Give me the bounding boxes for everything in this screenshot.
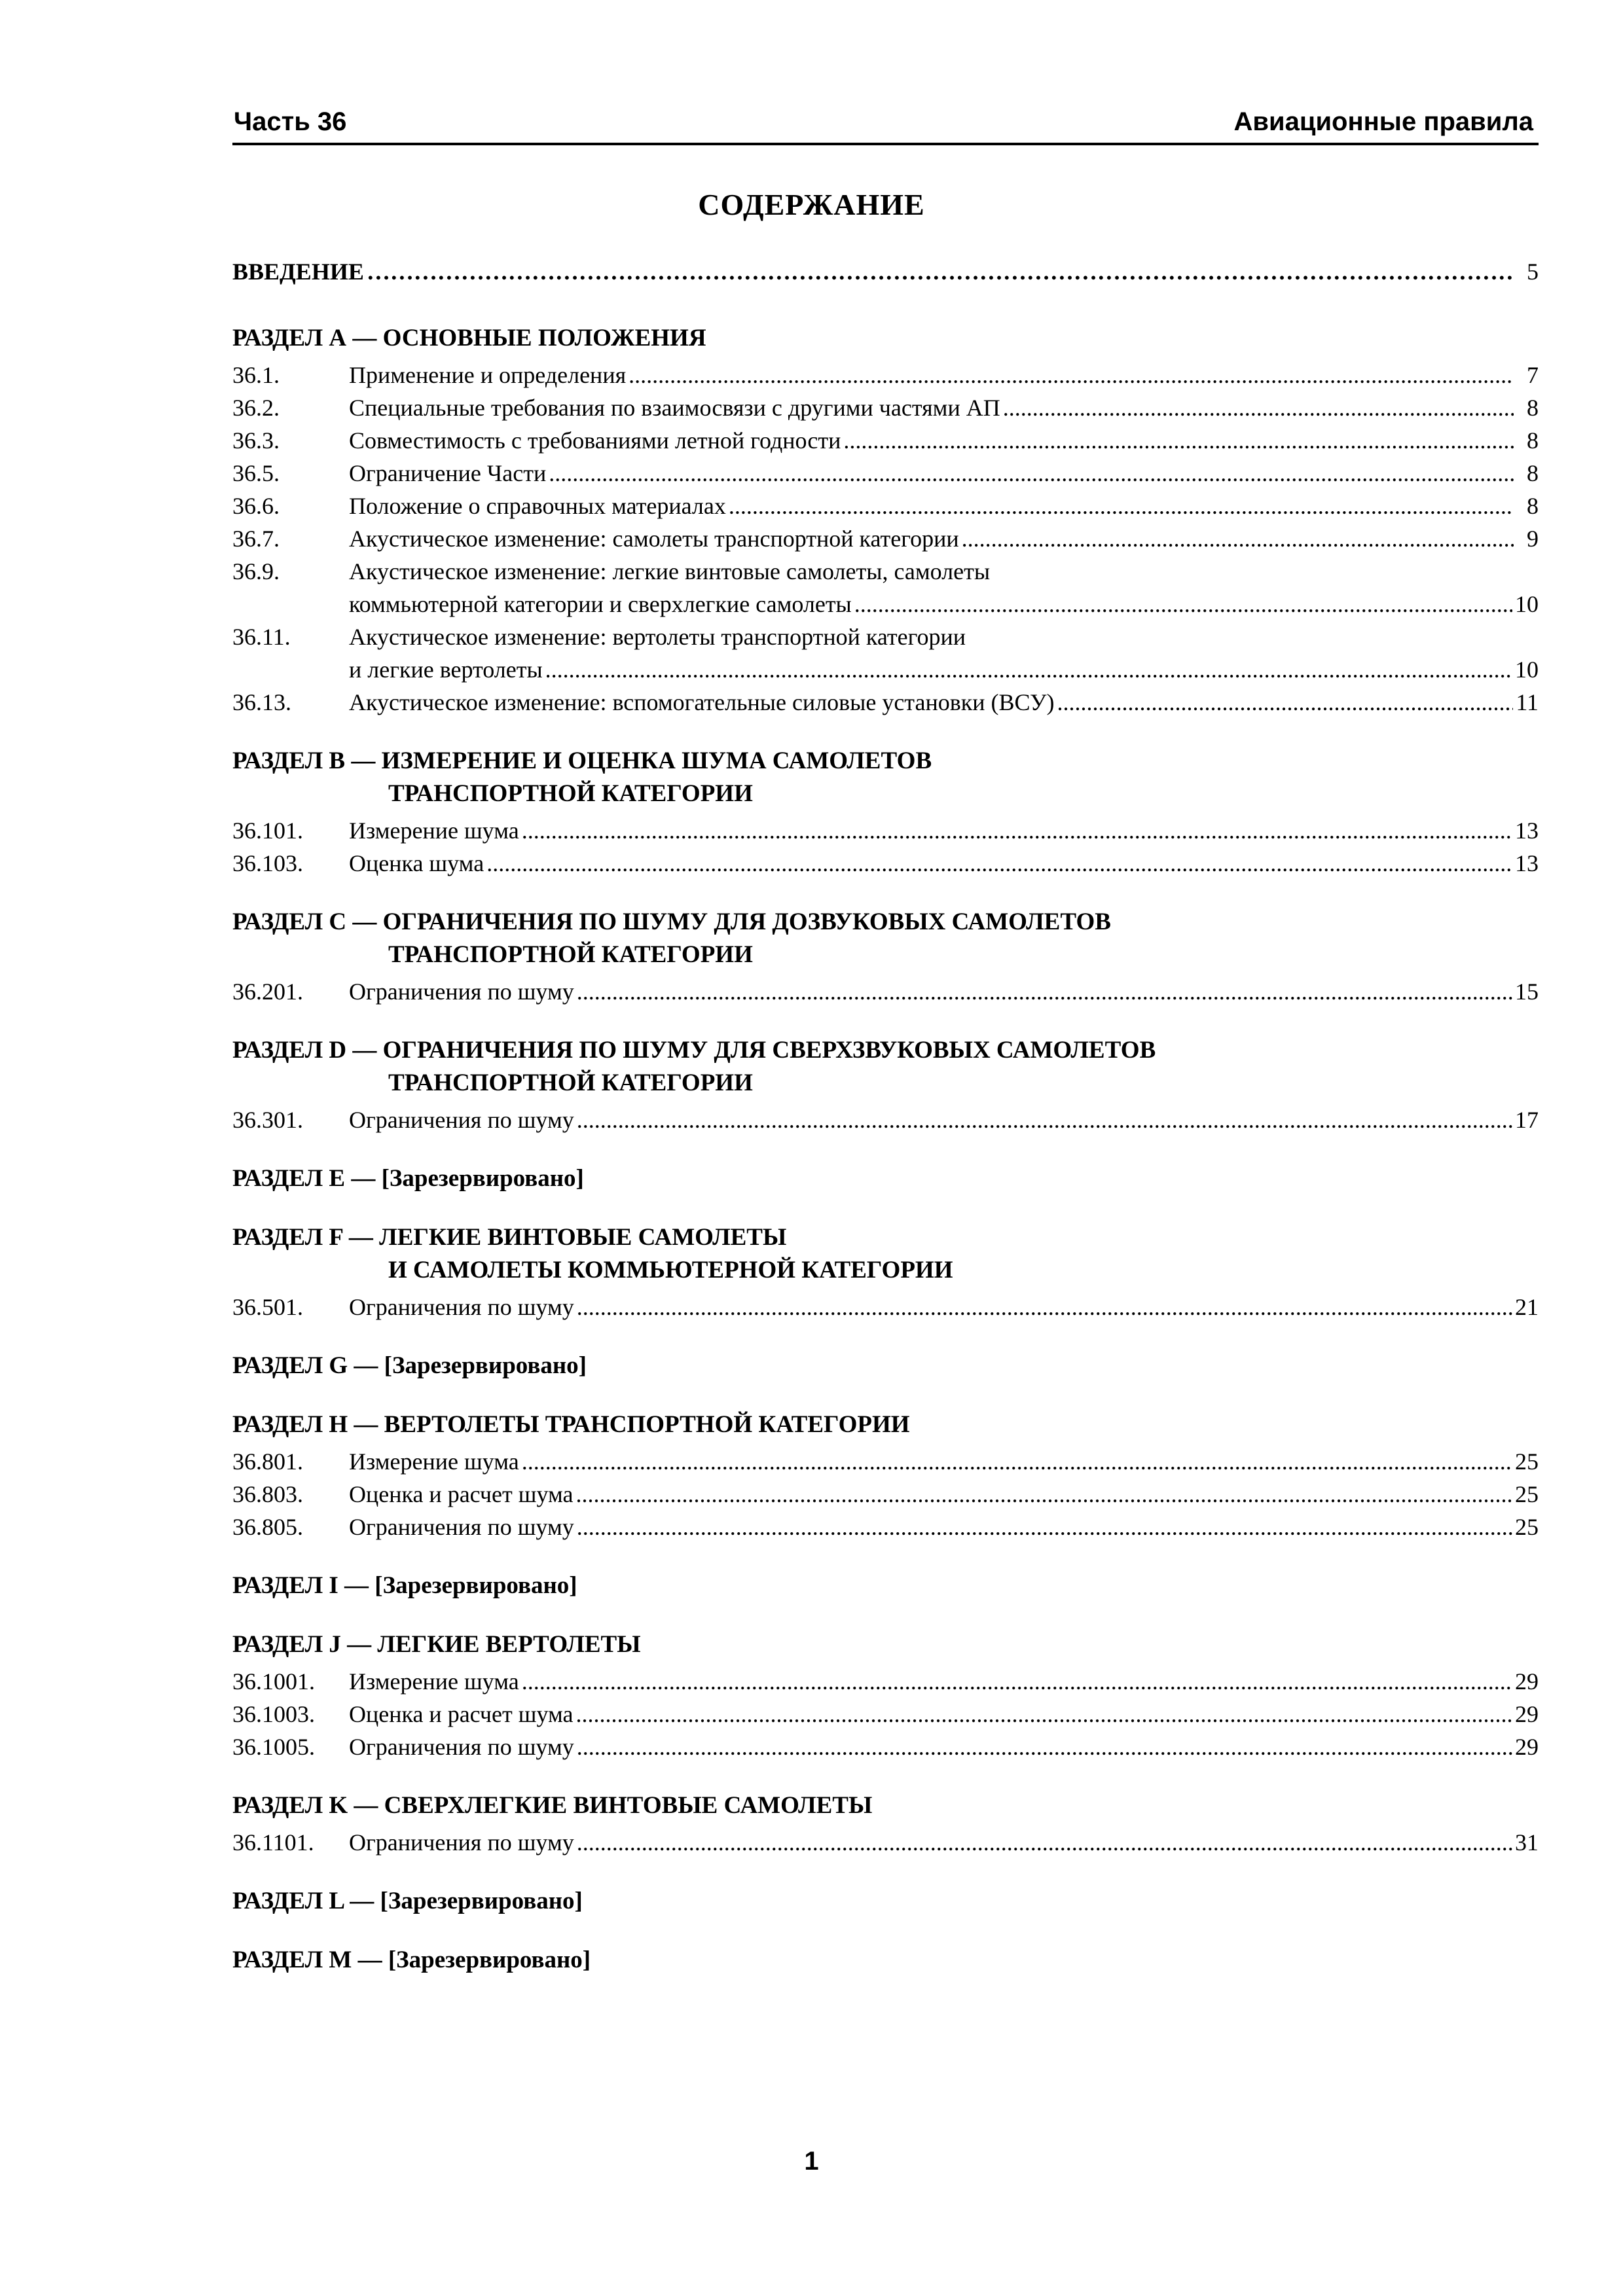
entry-title: Положение о справочных материалах — [349, 493, 726, 519]
entry-number: 36.801. — [232, 1448, 303, 1475]
entry-title: Ограничения по шуму — [349, 1294, 574, 1320]
section-heading-continuation: И САМОЛЕТЫ КОММЬЮТЕРНОЙ КАТЕГОРИИ — [388, 1257, 953, 1283]
toc-section — [232, 1221, 1539, 1323]
toc-entry[interactable] — [232, 1445, 1539, 1478]
toc-entry[interactable] — [232, 555, 1539, 620]
entry-number: 36.103. — [232, 850, 303, 876]
section-heading-line: РАЗДЕЛ M — [Зарезервировано] — [232, 1946, 591, 1973]
section-heading[interactable] — [232, 1570, 1539, 1602]
toc-sections — [232, 322, 1539, 1977]
toc-page-number: 8 — [1527, 493, 1539, 519]
entry-title: Специальные требования по взаимосвязи с другими частями АП — [349, 395, 1000, 421]
section-heading-line: РАЗДЕЛ С — ОГРАНИЧЕНИЯ ПО ШУМУ ДЛЯ ДОЗВУКОВЫХ САМОЛЕТОВ — [232, 908, 1111, 935]
toc-section — [232, 1034, 1539, 1136]
dot-leader — [522, 1445, 1512, 1478]
entry-number: 36.7. — [232, 526, 280, 552]
toc-page-number: 7 — [1527, 362, 1539, 388]
entry-title-line: Акустическое изменение: легкие винтовые самолеты, самолеты — [349, 558, 991, 584]
section-heading[interactable] — [232, 1034, 1539, 1100]
toc-section — [232, 1350, 1539, 1382]
section-heading-line: РАЗДЕЛ G — [Зарезервировано] — [232, 1352, 587, 1379]
entry-number: 36.11. — [232, 624, 291, 650]
dot-leader — [549, 457, 1514, 490]
section-heading[interactable] — [232, 1162, 1539, 1195]
section-heading-line: РАЗДЕЛ K — СВЕРХЛЕГКИЕ ВИНТОВЫЕ САМОЛЕТЫ — [232, 1792, 873, 1819]
toc-section — [232, 1789, 1539, 1859]
section-heading[interactable] — [232, 906, 1539, 971]
toc-page-number: 8 — [1527, 460, 1539, 486]
toc-section — [232, 745, 1539, 880]
section-heading[interactable] — [232, 1350, 1539, 1382]
header-document-title: Авиационные правила — [1233, 107, 1533, 136]
dot-leader — [577, 1731, 1512, 1763]
dot-leader — [367, 255, 1514, 288]
entry-title: Ограничения по шуму — [349, 1734, 574, 1760]
dot-leader — [577, 975, 1512, 1008]
dot-leader — [843, 424, 1514, 457]
toc-entry[interactable] — [232, 1665, 1539, 1698]
dot-leader — [576, 1698, 1512, 1731]
section-entries — [232, 1826, 1539, 1859]
entry-number: 36.2. — [232, 395, 280, 421]
entry-title: и легкие вертолеты — [349, 656, 543, 683]
dot-leader — [576, 1478, 1512, 1511]
toc-section — [232, 322, 1539, 719]
entry-number: 36.501. — [232, 1294, 303, 1320]
section-heading-line: РАЗДЕЛ F — ЛЕГКИЕ ВИНТОВЫЕ САМОЛЕТЫ — [232, 1224, 787, 1251]
dot-leader — [545, 653, 1512, 686]
entry-number: 36.803. — [232, 1481, 303, 1507]
toc-page-number: 5 — [1527, 259, 1539, 285]
toc-entry[interactable] — [232, 1478, 1539, 1511]
dot-leader — [1003, 391, 1514, 424]
section-heading-line: РАЗДЕЛ H — ВЕРТОЛЕТЫ ТРАНСПОРТНОЙ КАТЕГОРИИ — [232, 1411, 910, 1438]
toc-entry[interactable] — [232, 686, 1539, 719]
dot-leader — [729, 490, 1514, 522]
section-heading-continuation: ТРАНСПОРТНОЙ КАТЕГОРИИ — [388, 780, 753, 807]
section-entries — [232, 1445, 1539, 1543]
toc-section — [232, 1570, 1539, 1602]
section-heading-line: РАЗДЕЛ В — ИЗМЕРЕНИЕ И ОЦЕНКА ШУМА САМОЛЕТОВ — [232, 747, 932, 774]
entry-number: 36.6. — [232, 493, 280, 519]
dot-leader — [486, 847, 1512, 880]
toc-page-number: 25 — [1515, 1514, 1539, 1540]
section-heading-continuation: ТРАНСПОРТНОЙ КАТЕГОРИИ — [388, 1069, 753, 1096]
toc-section — [232, 1628, 1539, 1763]
entry-title: коммьютерной категории и сверхлегкие самолеты — [349, 591, 852, 617]
page-number: 1 — [804, 2147, 819, 2176]
entry-number: 36.1001. — [232, 1668, 315, 1695]
toc-entry[interactable] — [232, 620, 1539, 686]
dot-leader — [854, 588, 1512, 620]
entry-title: Совместимость с требованиями летной годности — [349, 427, 841, 454]
section-heading[interactable] — [232, 1408, 1539, 1441]
section-heading[interactable] — [232, 1628, 1539, 1661]
section-entries — [232, 1291, 1539, 1323]
header-part-label: Часть 36 — [234, 107, 347, 136]
dot-leader — [577, 1291, 1512, 1323]
section-heading-continuation: ТРАНСПОРТНОЙ КАТЕГОРИИ — [388, 941, 753, 968]
section-heading-line: РАЗДЕЛ E — [Зарезервировано] — [232, 1165, 584, 1192]
toc-page-number: 10 — [1515, 591, 1539, 617]
entry-number: 36.1. — [232, 362, 280, 388]
entry-number: 36.1101. — [232, 1829, 314, 1856]
section-heading[interactable] — [232, 745, 1539, 810]
dot-leader — [577, 1103, 1512, 1136]
toc-entry[interactable] — [232, 1103, 1539, 1136]
toc-page-number: 29 — [1515, 1668, 1539, 1695]
entry-number: 36.5. — [232, 460, 280, 486]
dot-leader — [522, 1665, 1512, 1698]
dot-leader — [522, 814, 1512, 847]
entry-number: 36.301. — [232, 1107, 303, 1133]
section-entries — [232, 1665, 1539, 1763]
entry-number: 36.1005. — [232, 1734, 315, 1760]
toc-entry[interactable] — [232, 1826, 1539, 1859]
entry-title: Измерение шума — [349, 1448, 519, 1475]
dot-leader — [629, 359, 1514, 391]
section-heading-line: РАЗДЕЛ D — ОГРАНИЧЕНИЯ ПО ШУМУ ДЛЯ СВЕРХЗВУКОВЫХ САМОЛЕТОВ — [232, 1037, 1156, 1064]
entry-title: Ограничение Части — [349, 460, 547, 486]
toc-page-number: 21 — [1515, 1294, 1539, 1320]
toc-entry[interactable] — [232, 814, 1539, 847]
section-heading-line: РАЗДЕЛ I — [Зарезервировано] — [232, 1572, 577, 1599]
toc-page-number: 8 — [1527, 427, 1539, 454]
section-entries — [232, 1103, 1539, 1136]
entry-title: Оценка шума — [349, 850, 484, 876]
section-heading[interactable] — [232, 322, 1539, 355]
toc-page-number: 13 — [1515, 817, 1539, 844]
section-entries — [232, 975, 1539, 1008]
toc-page-number: 13 — [1515, 850, 1539, 876]
entry-number: 36.3. — [232, 427, 280, 454]
toc-entry[interactable] — [232, 1291, 1539, 1323]
entry-title: Измерение шума — [349, 817, 519, 844]
entry-title: Оценка и расчет шума — [349, 1701, 574, 1727]
dot-leader — [1057, 686, 1514, 719]
section-heading[interactable] — [232, 1944, 1539, 1977]
toc-entry[interactable] — [232, 1731, 1539, 1763]
entry-title: Ограничения по шуму — [349, 1514, 574, 1540]
toc-entry[interactable] — [232, 359, 1539, 391]
section-heading[interactable] — [232, 1885, 1539, 1918]
section-entries — [232, 814, 1539, 880]
toc-intro[interactable] — [232, 255, 1539, 288]
toc-page-number: 31 — [1515, 1829, 1539, 1856]
toc-page-number: 8 — [1527, 395, 1539, 421]
section-heading-line: РАЗДЕЛ А — ОСНОВНЫЕ ПОЛОЖЕНИЯ — [232, 325, 706, 351]
section-entries — [232, 359, 1539, 719]
entry-number: 36.1003. — [232, 1701, 315, 1727]
toc-page-number: 9 — [1527, 526, 1539, 552]
entry-title: Ограничения по шуму — [349, 978, 574, 1005]
toc-entry[interactable] — [232, 490, 1539, 522]
dot-leader — [577, 1511, 1512, 1543]
toc-entry[interactable] — [232, 424, 1539, 457]
entry-title-line: Акустическое изменение: вертолеты транспортной категории — [349, 624, 966, 650]
toc-entry[interactable] — [232, 522, 1539, 555]
entry-number: 36.101. — [232, 817, 303, 844]
toc-entry[interactable] — [232, 1511, 1539, 1543]
toc-entry[interactable] — [232, 391, 1539, 424]
entry-title: Применение и определения — [349, 362, 627, 388]
toc-intro-label: ВВЕДЕНИЕ — [232, 259, 364, 285]
entry-title: Акустическое изменение: вспомогательные силовые установки (ВСУ) — [349, 689, 1055, 715]
toc-section — [232, 1162, 1539, 1195]
toc-entry[interactable] — [232, 1698, 1539, 1731]
toc-page-number: 25 — [1515, 1448, 1539, 1475]
section-heading-line: РАЗДЕЛ L — [Зарезервировано] — [232, 1888, 583, 1914]
toc-section — [232, 1885, 1539, 1918]
header-divider — [232, 143, 1539, 145]
running-header — [232, 105, 1539, 143]
table-of-contents — [232, 255, 1539, 2003]
toc-page-number: 17 — [1515, 1107, 1539, 1133]
toc-page-number: 15 — [1515, 978, 1539, 1005]
dot-leader — [962, 522, 1514, 555]
entry-title: Измерение шума — [349, 1668, 519, 1695]
toc-page-number: 29 — [1515, 1701, 1539, 1727]
toc-section — [232, 1408, 1539, 1543]
section-heading-line: РАЗДЕЛ J — ЛЕГКИЕ ВЕРТОЛЕТЫ — [232, 1631, 641, 1658]
entry-number: 36.13. — [232, 689, 291, 715]
toc-entry[interactable] — [232, 847, 1539, 880]
toc-entry[interactable] — [232, 975, 1539, 1008]
entry-title: Ограничения по шуму — [349, 1107, 574, 1133]
toc-page-number: 11 — [1516, 689, 1539, 715]
entry-title: Акустическое изменение: самолеты транспортной категории — [349, 526, 959, 552]
entry-title: Оценка и расчет шума — [349, 1481, 574, 1507]
entry-number: 36.9. — [232, 558, 280, 584]
entry-number: 36.805. — [232, 1514, 303, 1540]
toc-page-number: 10 — [1515, 656, 1539, 683]
toc-page-number: 25 — [1515, 1481, 1539, 1507]
entry-number: 36.201. — [232, 978, 303, 1005]
toc-page-number: 29 — [1515, 1734, 1539, 1760]
toc-section — [232, 1944, 1539, 1977]
dot-leader — [577, 1826, 1512, 1859]
page-title: СОДЕРЖАНИЕ — [698, 188, 925, 221]
toc-section — [232, 906, 1539, 1008]
toc-entry[interactable] — [232, 457, 1539, 490]
section-heading[interactable] — [232, 1789, 1539, 1822]
entry-title: Ограничения по шуму — [349, 1829, 574, 1856]
section-heading[interactable] — [232, 1221, 1539, 1287]
